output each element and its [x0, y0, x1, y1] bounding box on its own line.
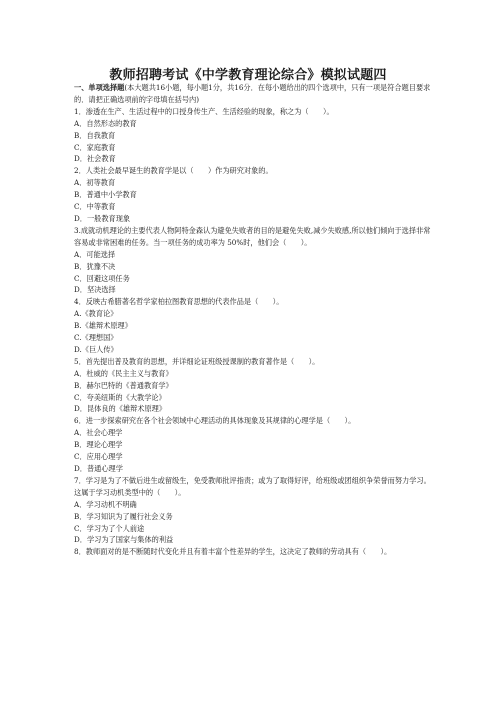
- option: D．普通心理学: [74, 464, 123, 473]
- document-title: 教师招聘考试《中学教育理论综合》模拟试题四: [109, 68, 387, 83]
- question-stem: 4．反映古希腊著名哲学家柏拉图教育思想的代表作品是（ ）。: [74, 297, 284, 307]
- question-stem: 3.成就动机理论的主要代表人物阿特金森认为避免失败者的目的是避免失败,减少失败感,所以他们倾向于选择非常容易或非常困难的任务。当一项任务的成功率为 50%时，他们会（ ）。: [74, 225, 431, 247]
- option: C．学习为了个人前途: [74, 523, 145, 533]
- section-heading: 一、单项选择题: [74, 83, 125, 92]
- option: D.《巨人传》: [74, 344, 118, 354]
- option: A．学习动机不明确: [74, 499, 137, 509]
- question-stem: 6．进一步探索研究在各个社会领域中心理活动的具体现象及其规律的心理学是（ ）。: [74, 416, 356, 426]
- question: [74, 106, 434, 166]
- question-stem: 8．教师面对的是不断随时代变化并且有着丰富个性差异的学生，这决定了教师的劳动具有（ ）。: [74, 547, 392, 557]
- option: B．赫尔巴特的《普通教育学》: [74, 380, 173, 390]
- question: [74, 356, 434, 416]
- option: B．普通中小学教育: [74, 190, 137, 200]
- option: B．犹豫不决: [74, 261, 116, 271]
- section-intro: [74, 82, 434, 106]
- question: [74, 296, 434, 356]
- option: A．社会心理学: [74, 428, 123, 438]
- option: A．自然形态的教育: [74, 118, 137, 128]
- question-stem: 2．人类社会最早诞生的教育学是以（ ）作为研究对象的。: [74, 166, 273, 176]
- option: B．学习知识为了履行社会义务: [74, 511, 173, 521]
- question: [74, 475, 434, 546]
- option: C．回避这项任务: [74, 273, 130, 283]
- question-stem: 1．渗透在生产、生活过程中的口授身传生产、生活经验的现象，称之为（ ）。: [74, 106, 334, 116]
- option: A．初等教育: [74, 178, 116, 188]
- question: [74, 225, 434, 296]
- question-stem: 5．首先提出普及教育的思想，并详细论证班级授课制的教育著作是（ ）。: [74, 356, 320, 366]
- option: D．学习为了国家与集体的利益: [74, 535, 174, 545]
- option: B.《雄辩术原理》: [74, 321, 132, 331]
- option: A．杜威的《民主主义与教育》: [74, 368, 173, 378]
- question-list: [74, 106, 434, 558]
- option: C．应用心理学: [74, 452, 123, 462]
- question-stem: 7．学习是为了不做后进生或留级生，免受教师批评指责；或为了取得好评，给班级或团组织争荣誉而努力学习。这属于学习动机类型中的（ ）。: [74, 475, 431, 497]
- option: C．中等教育: [74, 202, 116, 212]
- option: D．昆体良的《雄辩术原理》: [74, 404, 167, 414]
- option: D．社会教育: [74, 154, 116, 164]
- option: B．自我教育: [74, 130, 116, 140]
- option: A．可能选择: [74, 249, 116, 259]
- question: [74, 546, 434, 558]
- question: [74, 165, 434, 225]
- section-instructions: (本大题共16小题，每小题1分，共16分．在每小题给出的四个选项中，只有一项是符合题目要求的．请把正确选项前的字母填在括号内): [74, 83, 431, 104]
- option: D．一般教育现象: [74, 213, 131, 223]
- option: C．夸美纽斯的《大教学论》: [74, 392, 166, 402]
- document-body: [74, 82, 434, 558]
- option: C．家庭教育: [74, 142, 116, 152]
- option: B．理论心理学: [74, 440, 123, 450]
- option: C.《理想国》: [74, 333, 118, 343]
- question: [74, 415, 434, 475]
- option: D．坚决选择: [74, 285, 116, 295]
- option: A.《教育论》: [74, 309, 118, 319]
